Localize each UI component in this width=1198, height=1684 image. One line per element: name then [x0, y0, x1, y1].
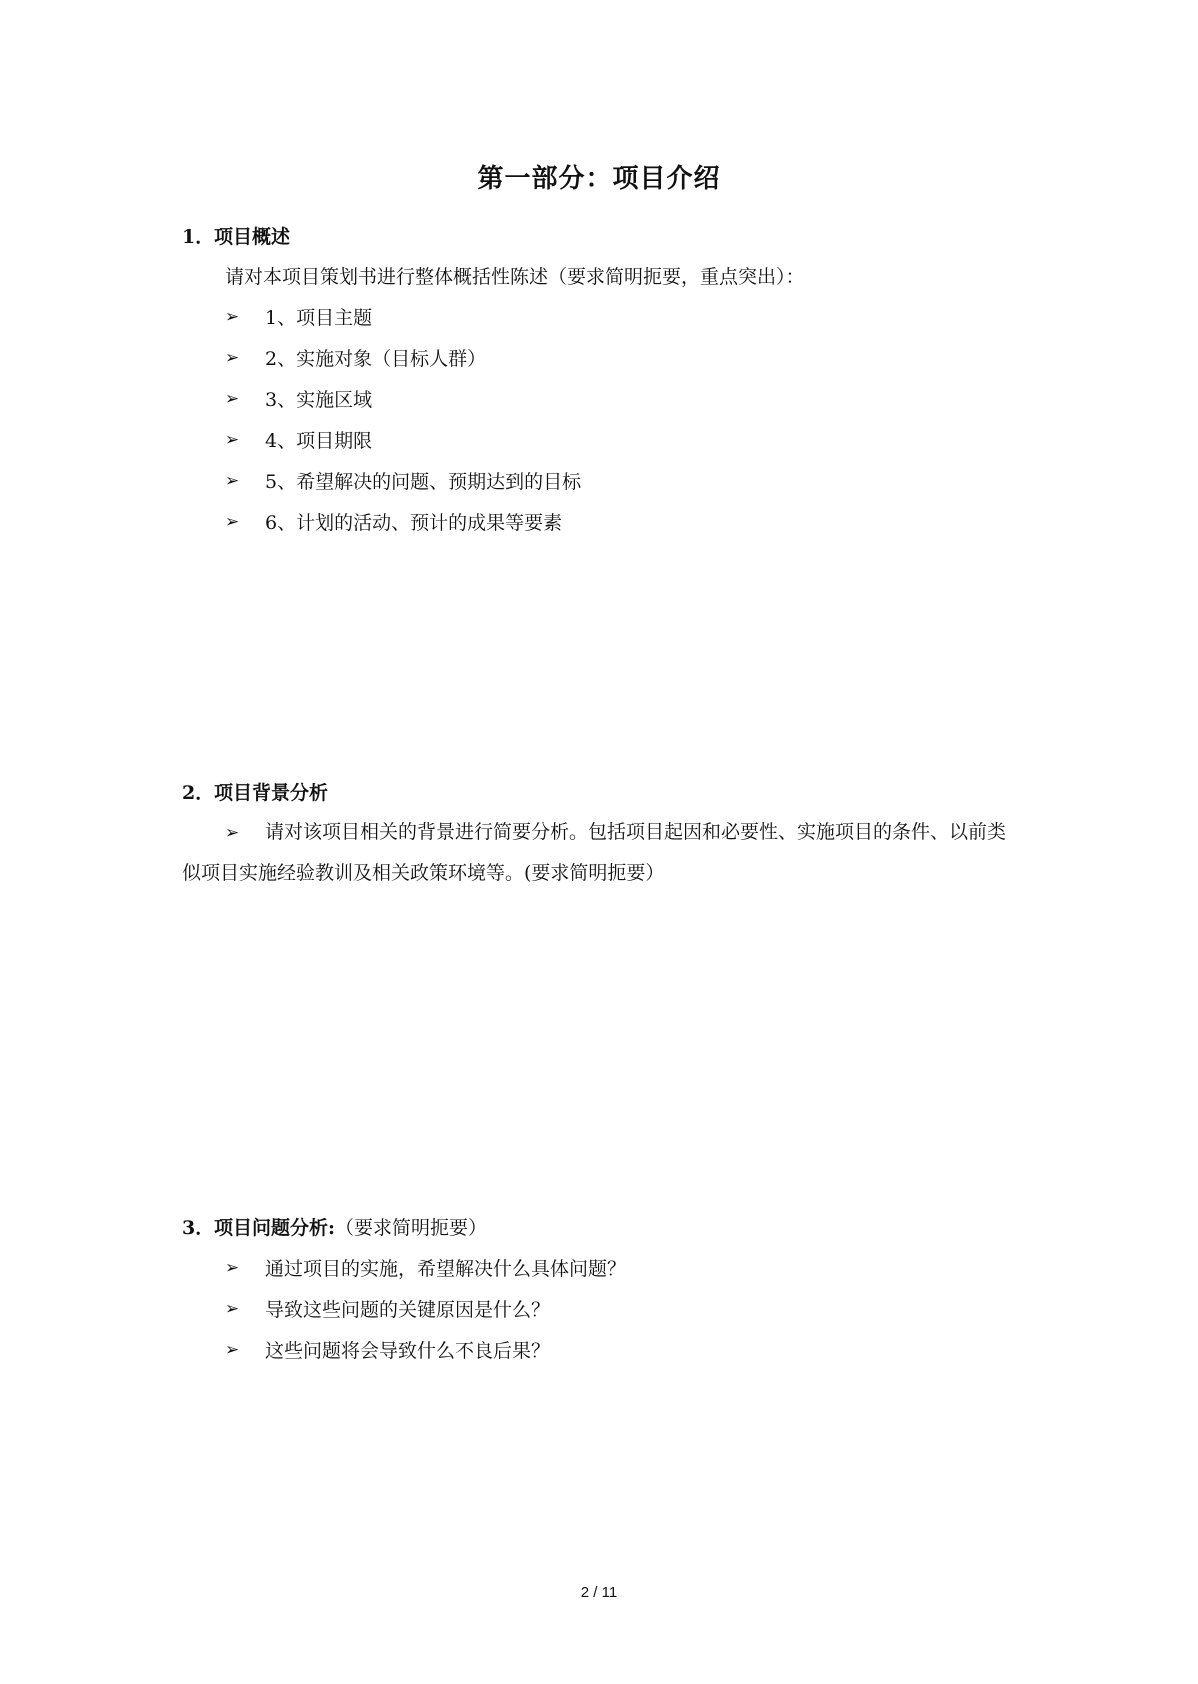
- section-2-title: 项目背景分析: [214, 782, 329, 804]
- list-item: [225, 508, 562, 535]
- list-item-text: 3、实施区域: [265, 389, 373, 411]
- arrow-bullet-icon: ➢: [225, 429, 240, 450]
- section-1-number: 1．: [182, 226, 215, 248]
- list-item-text: 导致这些问题的关键原因是什么？: [265, 1299, 551, 1321]
- list-item-text: 5、希望解决的问题、预期达到的目标: [265, 471, 582, 493]
- list-item-text: 这些问题将会导致什么不良后果？: [265, 1340, 551, 1362]
- list-item-text: 通过项目的实施，希望解决什么具体问题？: [265, 1258, 627, 1280]
- arrow-bullet-icon: ➢: [225, 388, 240, 409]
- section-2-text: 请对该项目相关的背景进行简要分析。包括项目起因和必要性、实施项目的条件、以前类似项目实施经验教训及相关政策环境等。(要求简明扼要）: [182, 821, 1007, 884]
- section-2-body: [182, 812, 1022, 893]
- arrow-bullet-icon: ➢: [225, 470, 240, 491]
- section-1-heading: [182, 222, 290, 249]
- arrow-bullet-icon: ➢: [225, 1257, 240, 1278]
- arrow-bullet-icon: ➢: [225, 1339, 240, 1360]
- list-item-text: 1、项目主题: [265, 307, 373, 329]
- list-item-text: 2、实施对象（目标人群）: [265, 348, 487, 370]
- arrow-bullet-icon: ➢: [225, 347, 240, 368]
- section-2-heading: [182, 778, 328, 805]
- page-number: 2 / 11: [580, 1584, 618, 1601]
- list-item: [225, 344, 486, 371]
- section-3-note: （要求简明扼要）: [335, 1217, 488, 1239]
- list-item: [225, 467, 581, 494]
- section-3-title: 项目问题分析:: [214, 1217, 336, 1239]
- section-3-heading: [182, 1213, 487, 1240]
- arrow-bullet-icon: ➢: [225, 306, 240, 327]
- list-item-text: 6、计划的活动、预计的成果等要素: [265, 512, 563, 534]
- section-1-title: 项目概述: [214, 226, 291, 248]
- page-title: 第一部分：项目介绍: [477, 164, 721, 194]
- section-3-number: 3．: [182, 1217, 215, 1239]
- list-item-text: 4、项目期限: [265, 430, 373, 452]
- section-1-intro: 请对本项目策划书进行整体概括性陈述（要求简明扼要，重点突出）：: [225, 266, 805, 288]
- arrow-bullet-icon: ➢: [225, 823, 240, 843]
- section-2-number: 2．: [182, 782, 215, 804]
- list-item: [225, 1254, 626, 1281]
- list-item: [225, 426, 372, 453]
- list-item: [225, 385, 372, 412]
- arrow-bullet-icon: ➢: [225, 1298, 240, 1319]
- list-item: [225, 1336, 550, 1363]
- list-item: [225, 303, 372, 330]
- arrow-bullet-icon: ➢: [225, 511, 240, 532]
- list-item: [225, 1295, 550, 1322]
